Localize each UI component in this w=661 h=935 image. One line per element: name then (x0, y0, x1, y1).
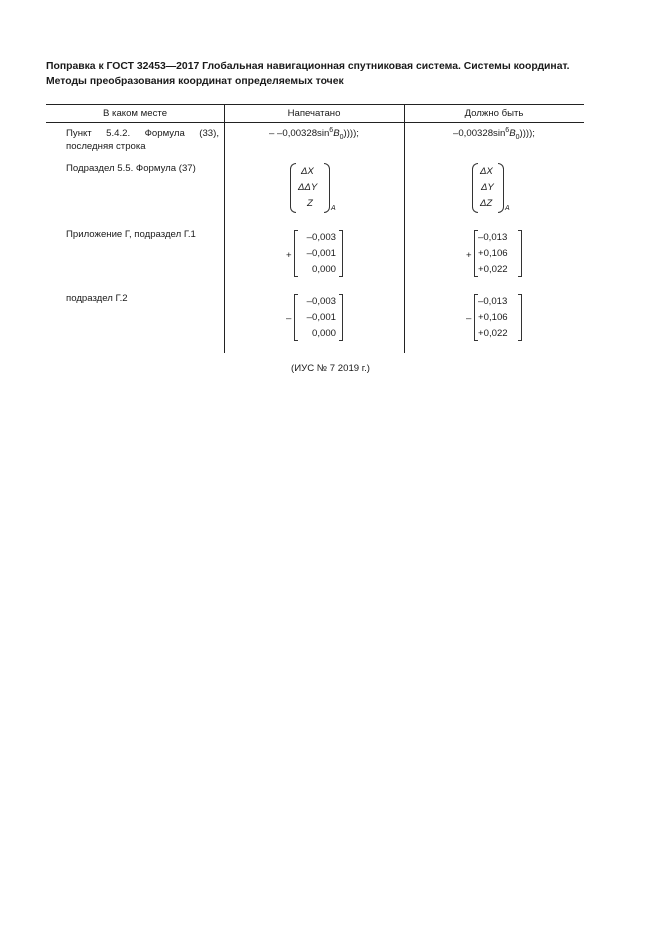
row4-printed-sign: – (286, 313, 292, 324)
header-printed: Напечатано (287, 108, 341, 119)
vector-entry: +0,106 (478, 312, 508, 323)
row2-place: Подраздел 5.5. Формула (37) (66, 163, 196, 174)
column-divider-2 (404, 104, 405, 353)
footer-note: (ИУС № 7 2019 г.) (291, 363, 370, 374)
vector-entry: ΔZ (480, 198, 493, 209)
left-bracket (294, 294, 298, 341)
formula-suffix: )))); (519, 128, 535, 140)
vector-entry: ΔY (481, 182, 494, 193)
row3-place: Приложение Г, подраздел Г.1 (66, 229, 196, 240)
row4-place: подраздел Г.2 (66, 293, 128, 304)
vector-entry: +0,022 (478, 328, 508, 339)
left-paren (472, 163, 478, 213)
formula-sup: 6 (329, 127, 334, 134)
formula-sub: 0 (339, 134, 344, 142)
left-bracket (294, 230, 298, 277)
vector-entry: –0,001 (306, 312, 336, 323)
formula-sub: 0 (515, 134, 520, 142)
vector-entry: 0,000 (311, 328, 336, 339)
formula-var: B (333, 128, 340, 140)
vector-entry: ΔΔY (298, 182, 318, 193)
vector-entry: ΔX (301, 166, 314, 177)
vector-entry: –0,003 (306, 232, 336, 243)
right-paren (324, 163, 330, 213)
row2-printed-vector (290, 163, 330, 213)
header-correct: Должно быть (464, 108, 524, 119)
vector-entry: –0,003 (306, 296, 336, 307)
vector-entry: +0,022 (478, 264, 508, 275)
vector-entry: ΔX (480, 166, 493, 177)
row1-printed-formula (224, 127, 404, 141)
row4-printed-vector (294, 294, 343, 341)
row2-printed-subscript: A (331, 205, 336, 212)
vector-entry: 0,000 (311, 264, 336, 275)
formula-var: B (509, 128, 516, 140)
row3-correct-sign: + (466, 250, 472, 261)
row2-correct-subscript: A (505, 205, 510, 212)
row2-correct-vector (472, 163, 504, 213)
formula-prefix: – –0,00328sin (269, 128, 330, 140)
vector-entry: +0,106 (478, 248, 508, 259)
vector-entry: –0,013 (478, 296, 508, 307)
table-top-rule (46, 104, 584, 105)
right-bracket (339, 294, 343, 341)
row3-correct-vector (474, 230, 522, 277)
vector-entry: Z (307, 198, 313, 209)
formula-prefix: –0,00328sin (453, 128, 506, 140)
formula-sup: 6 (505, 127, 510, 134)
vector-entry: –0,001 (306, 248, 336, 259)
row4-correct-sign: – (466, 313, 472, 324)
row1-place: Пункт 5.4.2. Формула (33), последняя строка (66, 128, 219, 152)
right-bracket (518, 294, 522, 341)
left-paren (290, 163, 296, 213)
row3-printed-sign: + (286, 250, 292, 261)
formula-suffix: )))); (343, 128, 359, 140)
row1-correct-formula (404, 127, 584, 141)
right-paren (498, 163, 504, 213)
page-title: Поправка к ГОСТ 32453—2017 Глобальная навигационная спутниковая система. Системы координат. Методы преобразования координат определяемых точек (46, 61, 570, 87)
right-bracket (518, 230, 522, 277)
header-place: В каком месте (102, 108, 168, 119)
row3-printed-vector (294, 230, 343, 277)
right-bracket (339, 230, 343, 277)
vector-entry: –0,013 (478, 232, 508, 243)
row4-correct-vector (474, 294, 522, 341)
table-header-rule (46, 122, 584, 123)
